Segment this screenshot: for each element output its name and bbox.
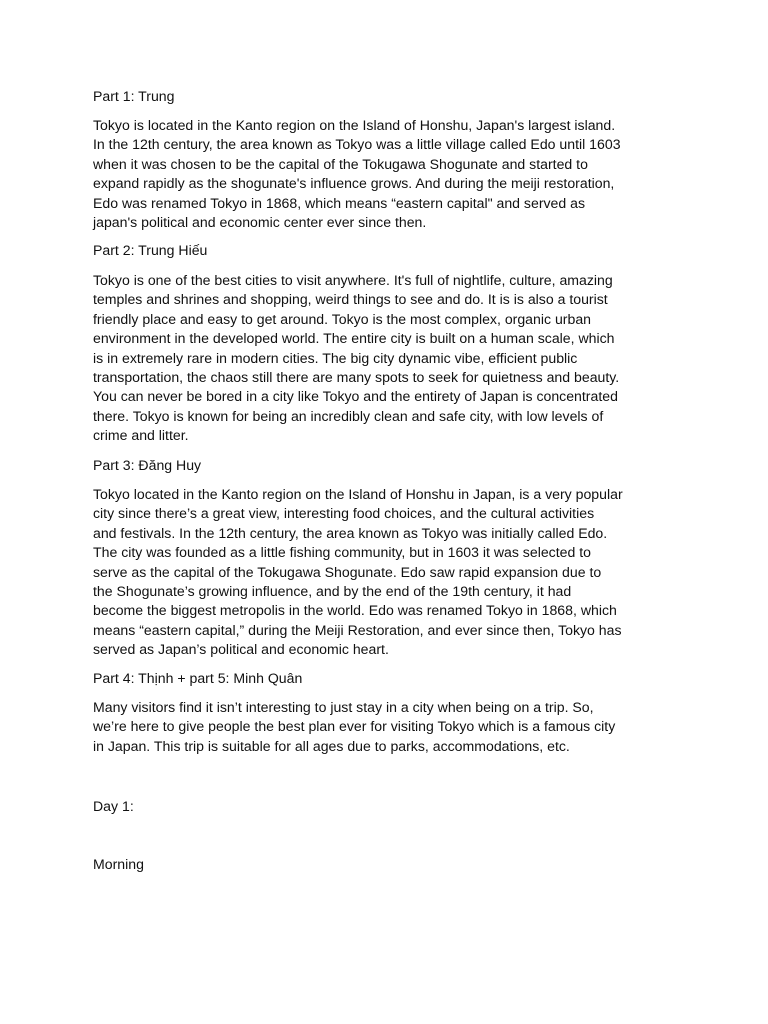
part2-heading: Part 2: Trung Hiếu bbox=[93, 242, 208, 258]
part2-paragraph: Tokyo is one of the best cities to visit anywhere. It's full of nightlife, culture, amazing temples and shrines and shopping, weird things to see and do. It is is also a tourist friendly place and easy to get around. Tokyo is the most complex, organic urban environment in the developed world. The entire city is built on a human scale, which is in extremely rare in modern cities. The big city dynamic vibe, efficient public transportation, the chaos still there are many spots to seek for quietness and beauty. You can never be bored in a city like Tokyo and the entirety of Japan is concentrated there. Tokyo is known for being an incredibly clean and safe city, with low levels of crime and litter. bbox=[93, 272, 620, 444]
part3-paragraph: Tokyo located in the Kanto region on the Island of Honshu in Japan, is a very popular city since there’s a great view, interesting food choices, and the cultural activities and festivals. In the 12th century, the area known as Tokyo was initially called Edo. The city was founded as a little fishing community, but in 1603 it was selected to serve as the capital of the Tokugawa Shogunate. Edo saw rapid expansion due to the Shogunate’s growing influence, and by the end of the 19th century, it had become the biggest metropolis in the world. Edo was renamed Tokyo in 1868, which means “eastern capital,” during the Meiji Restoration, and ever since then, Tokyo has served as Japan’s political and economic heart. bbox=[93, 486, 623, 658]
part4-paragraph: Many visitors find it isn’t interesting to just stay in a city when being on a trip. So, we’re here to give people the best plan ever for visiting Tokyo which is a famous city in Japan. This trip is suitable for all ages due to parks, accommodations, etc. bbox=[93, 699, 616, 754]
part1-heading: Part 1: Trung bbox=[93, 88, 175, 104]
part1-paragraph: Tokyo is located in the Kanto region on the Island of Honshu, Japan's largest island. In the 12th century, the area known as Tokyo was a little village called Edo until 1603 when it was chosen to be the capital of the Tokugawa Shogunate and started to expand rapidly as the shogunate's influence grows. And during the meiji restoration, Edo was renamed Tokyo in 1868, which means “eastern capital" and served as japan's political and economic center ever since then. bbox=[93, 117, 621, 231]
part4-heading: Part 4: Thịnh + part 5: Minh Quân bbox=[93, 670, 303, 686]
morning-heading: Morning bbox=[93, 856, 144, 872]
part3-heading: Part 3: Đăng Huy bbox=[93, 457, 202, 473]
day1-heading: Day 1: bbox=[93, 798, 134, 814]
